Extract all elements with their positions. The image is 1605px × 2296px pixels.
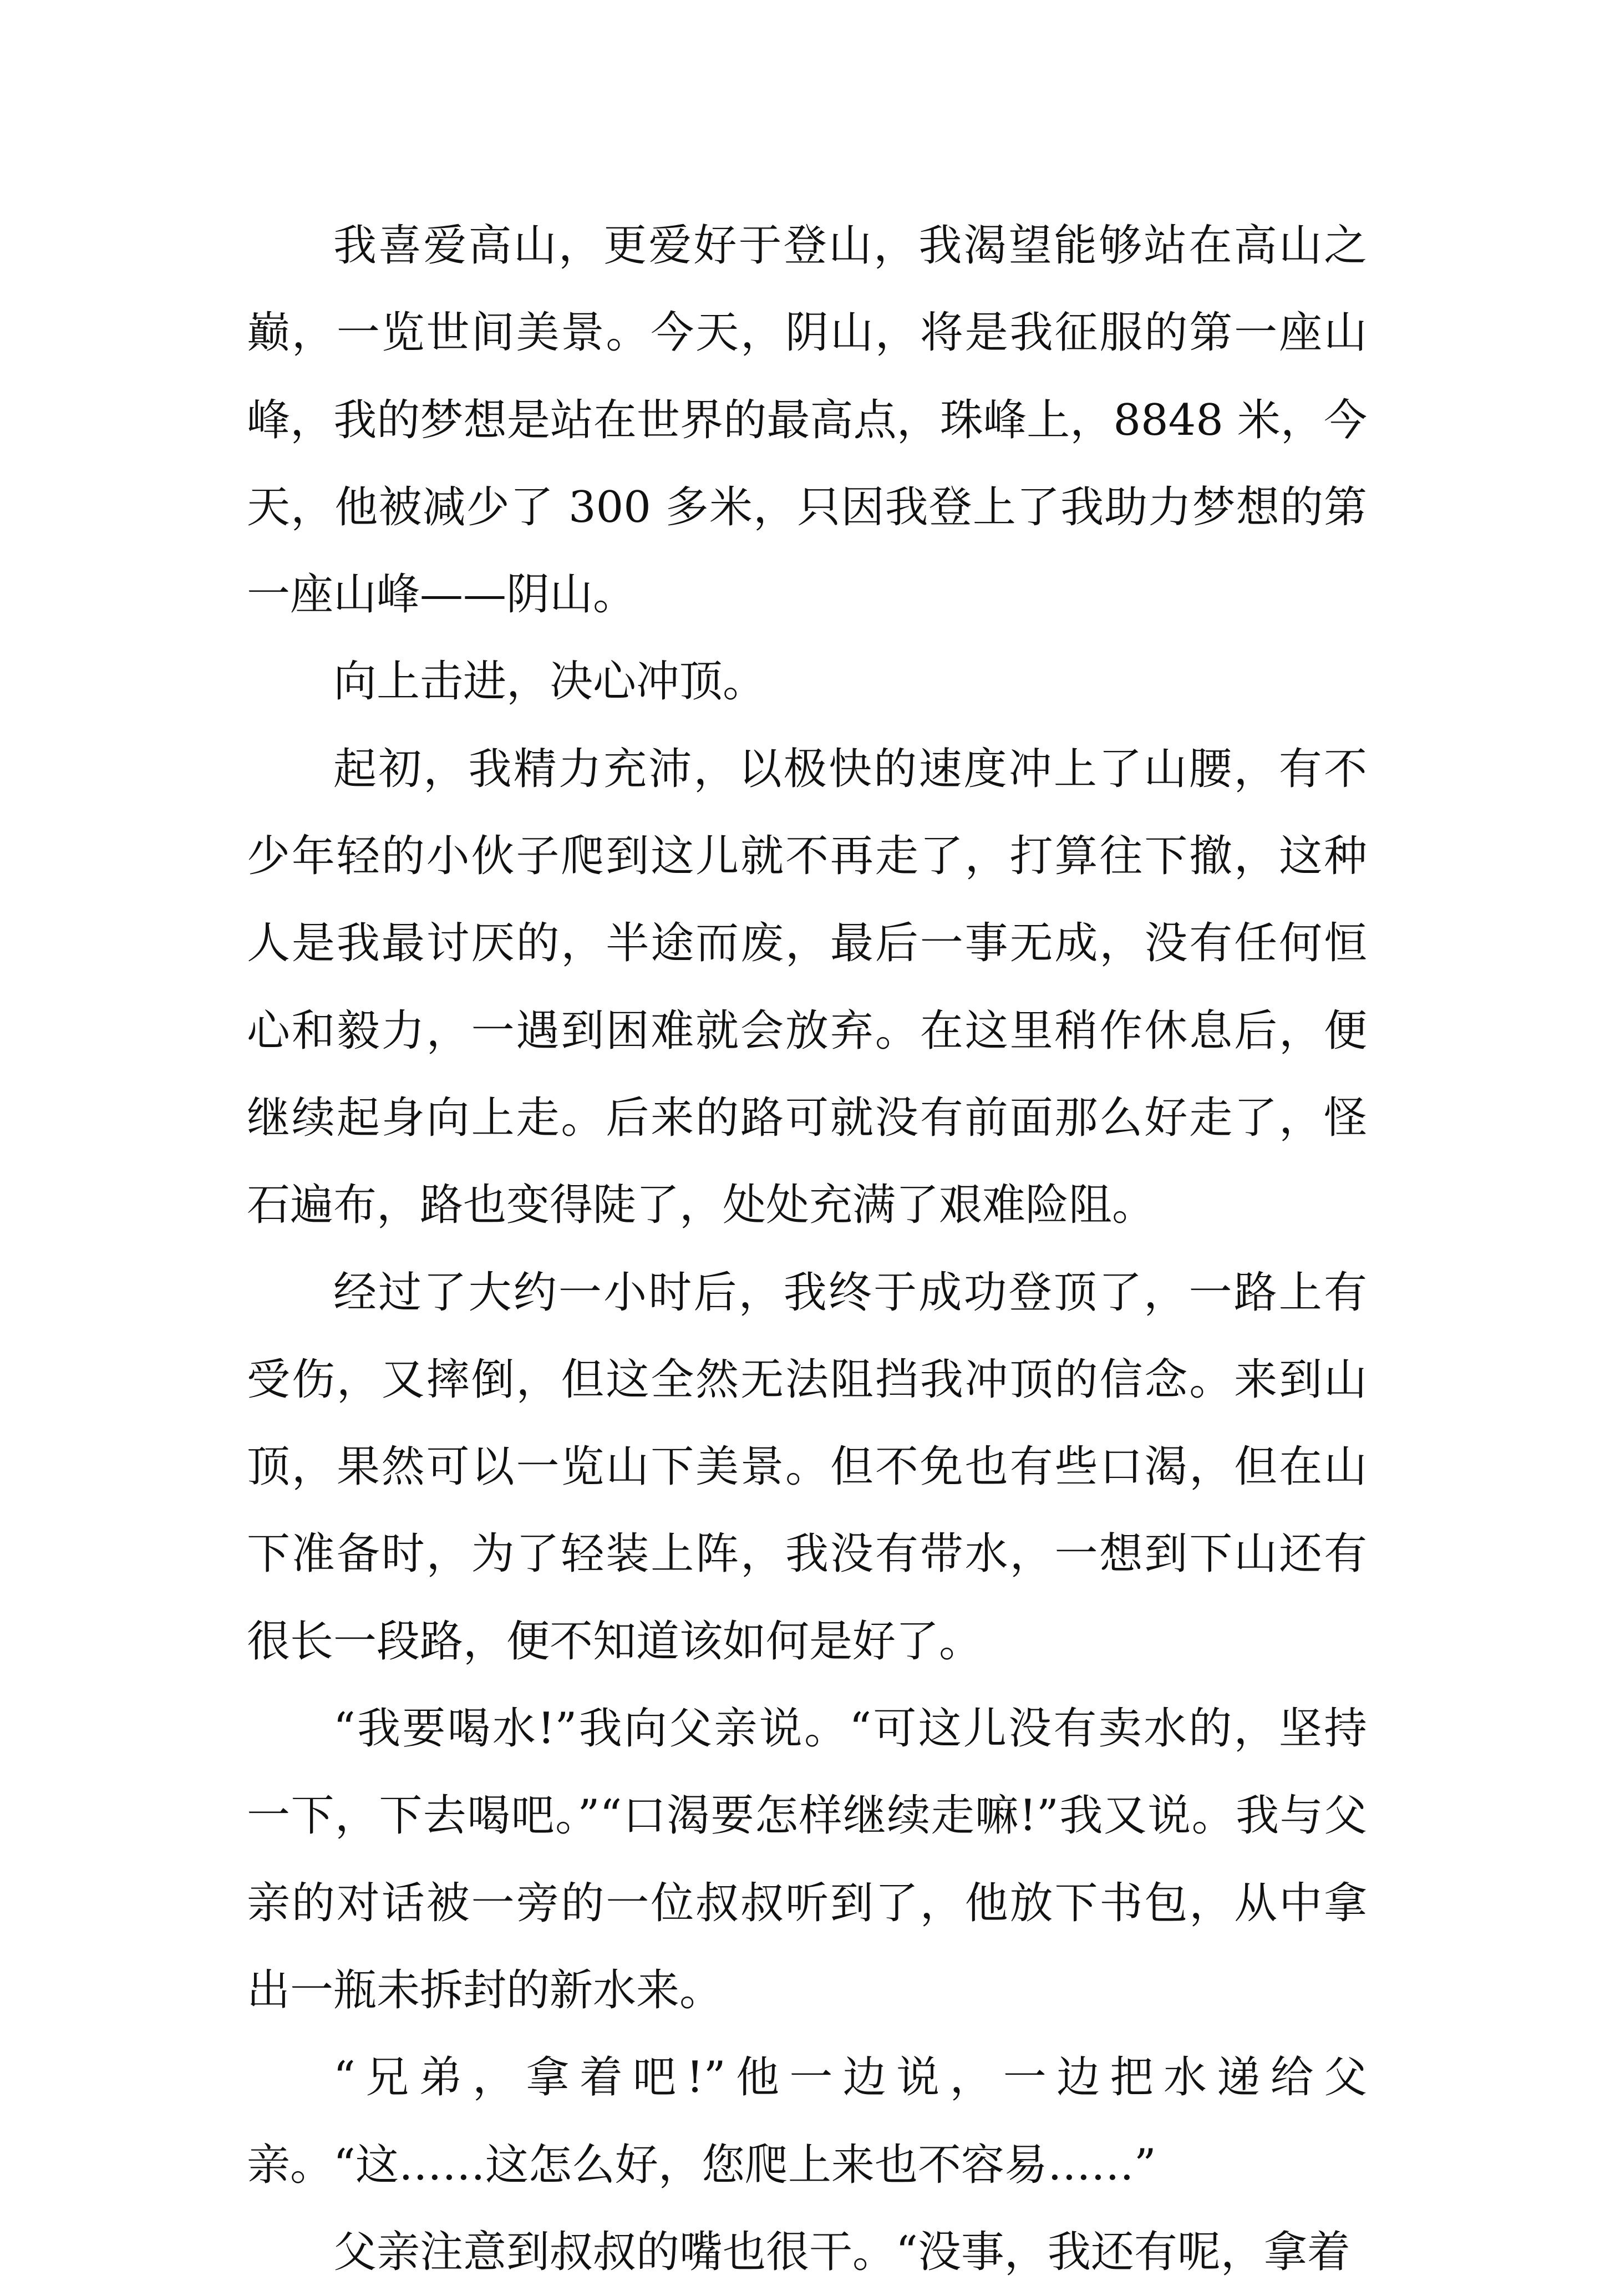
paragraph-5: “我要喝水!”我向父亲说。“可这儿没有卖水的，坚持一下，下去喝吧。”“口渴要怎样继续走嘛!”我又说。我与父亲的对话被一旁的一位叔叔听到了，他放下书包，从中拿出一瓶未拆封的新水来。 bbox=[247, 1704, 1367, 2015]
paragraph-7: 父亲注意到叔叔的嘴也很干。“没事，我还有呢，拿着 bbox=[333, 2227, 1350, 2277]
paragraph-2: 向上击进，决心冲顶。 bbox=[333, 657, 766, 707]
paragraph-4: 经过了大约一小时后，我终于成功登顶了，一路上有受伤，又摔倒，但这全然无法阻挡我冲顶的信念。来到山顶，果然可以一览山下美景。但不免也有些口渴，但在山下准备时，为了轻装上阵，我没有带水，一想到下山还有很长一段路，便不知道该如何是好了。 bbox=[247, 1267, 1367, 1667]
paragraph-1: 我喜爱高山，更爱好于登山，我渴望能够站在高山之巅，一览世间美景。今天，阴山，将是我征服的第一座山峰，我的梦想是站在世界的最高点，珠峰上，8848 米，今天，他被减少了 300 多米，只因我登上了我助力梦想的第一座山峰——阴山。 bbox=[247, 221, 1367, 620]
body-text bbox=[247, 202, 1367, 2296]
paragraph-3: 起初，我精力充沛，以极快的速度冲上了山腰，有不少年轻的小伙子爬到这儿就不再走了，打算往下撤，这种人是我最讨厌的，半途而废，最后一事无成，没有任何恒心和毅力，一遇到困难就会放弃。在这里稍作休息后，便继续起身向上走。后来的路可就没有前面那么好走了，怪石遍布，路也变得陡了，处处充满了艰难险阻。 bbox=[247, 744, 1367, 1231]
paragraph-6: “兄弟，拿着吧!”他一边说，一边把水递给父亲。“这……这怎么好，您爬上来也不容易……” bbox=[247, 2053, 1367, 2190]
